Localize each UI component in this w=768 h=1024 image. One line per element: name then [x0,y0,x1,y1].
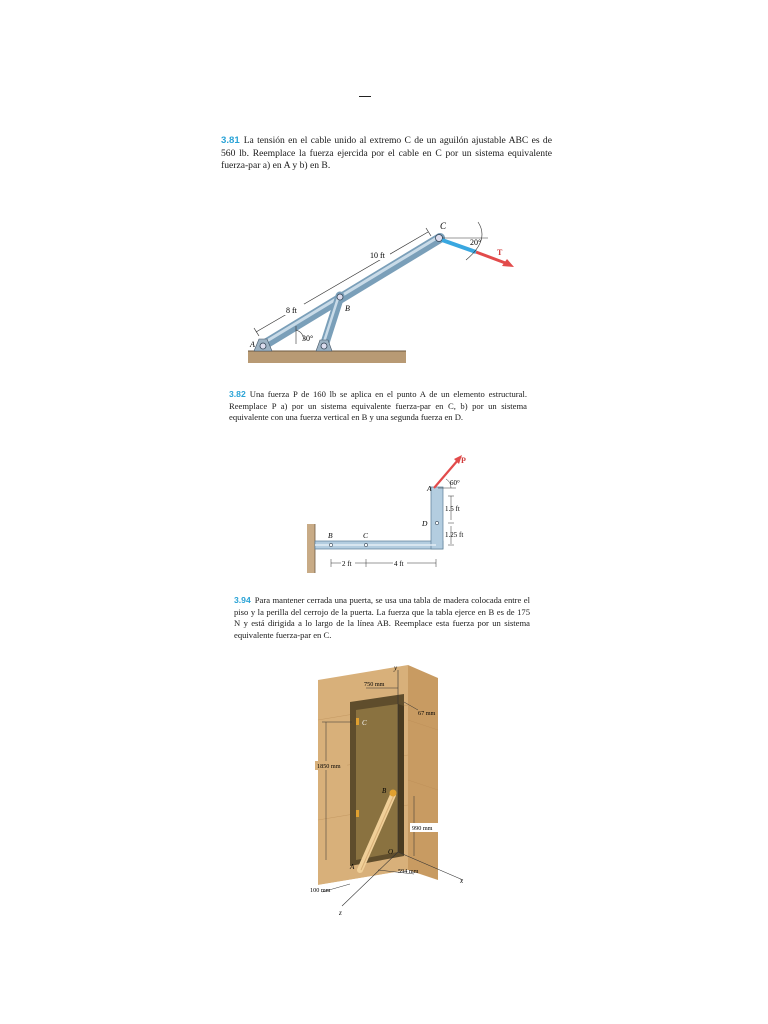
dim-594mm: 594 mm [398,868,419,875]
problem-3-94-text [234,595,530,641]
angle-60: 60° [450,479,460,487]
problem-number: 3.82 [229,389,246,399]
wall [307,524,315,573]
figure-3-82-member [296,448,476,578]
vertical-member [431,487,443,549]
dim-100mm: 100 mm [310,887,331,894]
axis-x: x [460,877,464,885]
problem-3-81-text [221,135,552,173]
label-B: B [328,531,333,540]
label-O: O [388,848,394,856]
problem-statement: Una fuerza P de 160 lb se aplica en el punto A de un elemento estructural. Reemplace P a) por un sistema equivalente fuerza-par en C, b) por un sistema equivalente con una fuerza vertical en B y una segunda fuerza en D. [229,389,527,423]
dim-1-5ft: 1.5 ft [445,505,460,513]
axis-z: z [339,909,342,917]
problem-statement: Para mantener cerrada una puerta, se usa una tabla de madera colocada entre el piso y la perilla del cerrojo de la puerta. La fuerza que la tabla ejerce en B es de 175 N y está dirigida a lo largo de la línea AB. Reemplace esta fuerza por un sistema equivalente fuerza-par en C. [234,595,530,640]
label-B: B [345,304,350,313]
dim-10ft: 10 ft [370,251,385,260]
label-C: C [440,221,447,231]
label-T: T [497,248,503,257]
ground [248,351,406,363]
label-C: C [362,719,367,727]
dim-2ft: 2 ft [342,560,352,568]
problem-statement: La tensión en el cable unido al extremo C de un aguilón ajustable ABC es de 560 lb. Reemplace la fuerza ejercida por el cable en C por un sistema equivalente fuerza-par a) en A y b) en B. [221,135,552,172]
dim-990mm: 990 mm [412,825,433,832]
label-B: B [382,787,387,795]
problem-number: 3.81 [221,135,240,146]
label-A: A [250,340,255,349]
boom-abc [262,238,440,346]
dim-8ft: 8 ft [286,306,297,315]
label-A: A [427,484,432,493]
problem-number: 3.94 [234,595,251,605]
dim-67mm: 67 mm [418,710,436,717]
figure-3-94-door [308,660,478,920]
tension-arrow [476,252,508,264]
page-top-dash [359,96,371,97]
problem-3-82-text [229,389,527,424]
label-A: A [350,863,355,871]
label-D: D [422,519,428,528]
axis-y: y [394,664,398,672]
dim-1-25ft: 1.25 ft [445,531,464,539]
dim-1850mm: 1850 mm [317,763,341,770]
angle-30: 30° [302,334,314,343]
label-C: C [363,531,369,540]
figure-3-81-boom [246,214,526,364]
angle-20: 20° [470,238,482,247]
dim-750mm: 750 mm [364,681,385,688]
label-P: P [461,456,466,465]
dim-4ft: 4 ft [394,560,404,568]
